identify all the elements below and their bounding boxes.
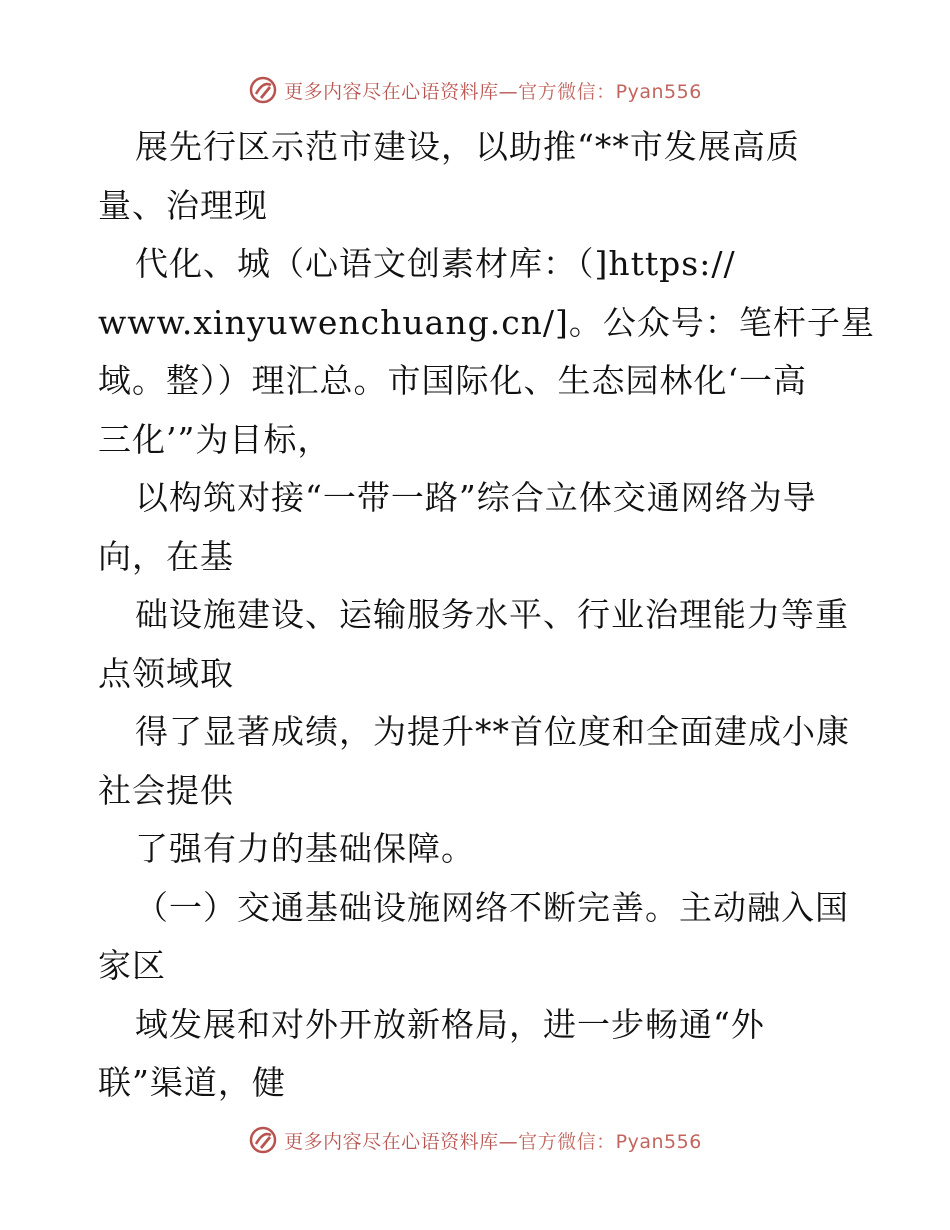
text-line: 向，在基 [98,536,234,576]
footer-banner-text [284,1127,702,1154]
text-line: （一）交通基础设施网络不断完善。主动融入国 [135,887,849,927]
header-banner [0,70,950,110]
text-line: 联”渠道，健 [98,1063,286,1102]
banner-wechat-text: 官方微信：Pyan556 [518,80,702,103]
text-line: 三化’”为目标， [98,419,332,459]
text-line: 量、治理现 [98,185,268,225]
text-line: 代化、城（心语文创素材库：（]https:// [135,244,736,283]
pen-swirl-logo-icon [248,75,278,105]
text-line: 得了显著成绩，为提升**首位度和全面建成小康 [135,712,850,751]
text-line: 点领域取 [98,653,234,693]
document-body [98,118,875,1113]
banner-main-text: 更多内容尽在心语资料库 [284,80,499,103]
text-line: 域发展和对外开放新格局，进一步畅通“外 [135,1004,765,1044]
banner-dash: — [498,1130,519,1153]
banner-wechat-text: 官方微信：Pyan556 [518,1130,702,1153]
banner-dash: — [498,80,519,103]
footer-banner [0,1120,950,1160]
text-line: 了强有力的基础保障。 [135,829,475,868]
text-line: www.xinyuwenchuang.cn/]。公众号：笔杆子星 [98,302,875,342]
text-line: 展先行区示范市建设，以助推“**市发展高质 [135,127,800,166]
text-line: 社会提供 [98,770,234,810]
header-banner-text [284,77,702,104]
text-line: 域。整））理汇总。市国际化、生态园林化‘一高 [98,361,807,400]
text-line: 家区 [98,946,166,985]
banner-main-text: 更多内容尽在心语资料库 [284,1130,499,1153]
pen-swirl-logo-icon [248,1125,278,1155]
text-line: 以构筑对接“一带一路”综合立体交通网络为导 [135,478,817,517]
text-line: 础设施建设、运输服务水平、行业治理能力等重 [135,595,849,634]
